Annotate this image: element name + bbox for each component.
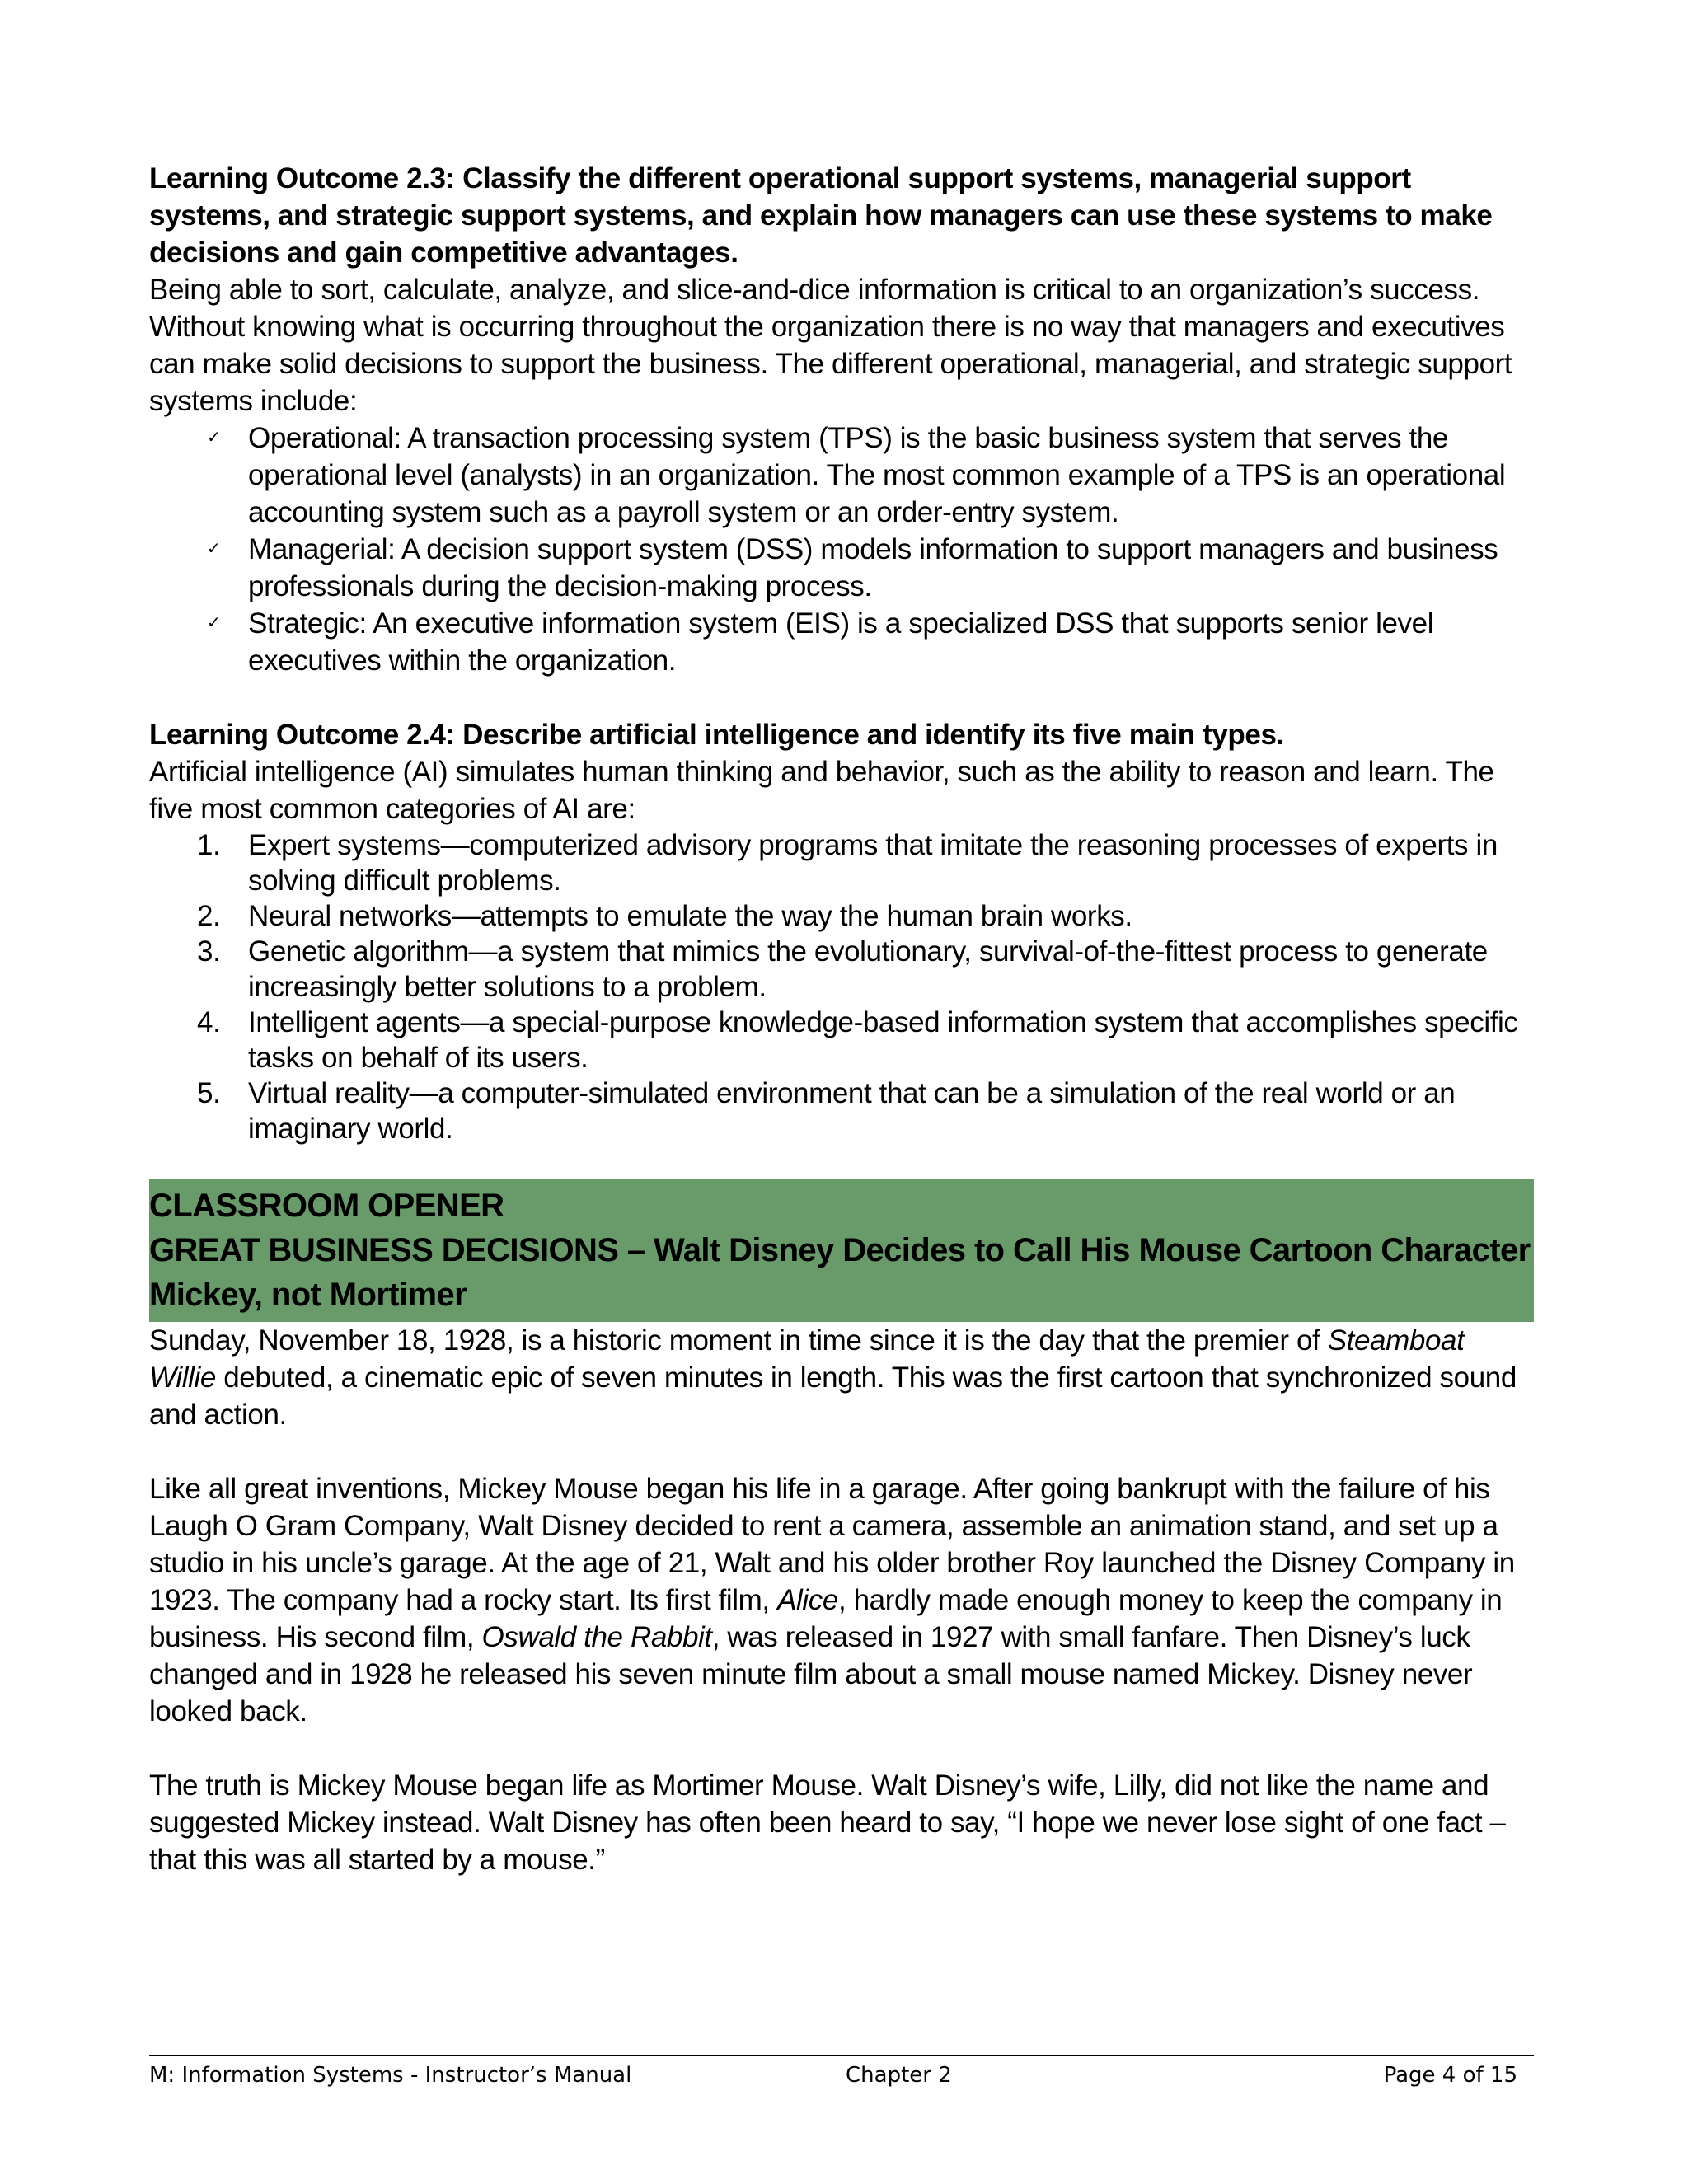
learning-outcome-2-3-heading: Learning Outcome 2.3: Classify the different operational support systems, managerial support systems, and strategic support systems, and explain how managers can use these systems to make decisions and gain competitive advantages. [149,162,1493,269]
list-item-text: Virtual reality—a computer-simulated environment that can be a simulation of the real world or an imaginary world. [248,1077,1456,1145]
checkmark-bullet-icon: ✓ [207,429,221,447]
classroom-opener-title: CLASSROOM OPENER [149,1188,504,1224]
checkmark-bullet-icon: ✓ [207,540,221,558]
list-item-text: Neural networks—attempts to emulate the way the human brain works. [248,900,1132,932]
page-content [149,160,1534,1878]
list-number: 2. [197,900,221,932]
list-item-text: Expert systems—computerized advisory programs that imitate the reasoning processes of experts in solving difficult problems. [248,829,1498,897]
list-number: 3. [197,935,221,968]
spacer [149,1433,1534,1470]
learning-outcome-2-4-heading: Learning Outcome 2.4: Describe artificial intelligence and identify its five main types. [149,719,1284,751]
footer-page-number: Page 4 of 15 [1383,2063,1517,2088]
film-title: Oswald the Rabbit [481,1621,712,1653]
opener-paragraph-3: The truth is Mickey Mouse began life as Mortimer Mouse. Walt Disney’s wife, Lilly, did not like the name and suggested Mickey instead. Walt Disney has often been heard to say, “I hope we never lose sight of one fact – that this was all started by a mouse.” [149,1769,1506,1876]
list-item [197,898,1534,934]
support-systems-list [149,419,1534,679]
film-title: Steamboat Willie [149,1324,1465,1394]
list-item [197,934,1534,1005]
list-number: 1. [197,829,221,861]
classroom-opener-banner [149,1179,1534,1322]
list-item [197,1005,1534,1076]
list-number: 4. [197,1006,221,1038]
learning-outcome-2-4-intro: Artificial intelligence (AI) simulates human thinking and behavior, such as the ability to reason and learn. The five most common categories of AI are: [149,756,1494,825]
spacer [149,679,1534,716]
list-item [207,605,1534,679]
page-footer [149,2055,1534,2088]
list-item-text: Operational: A transaction processing system (TPS) is the basic business system that serves the operational level (analysts) in an organization. The most common example of a TPS is an operational accounting system such as a payroll system or an order-entry system. [248,422,1506,528]
spacer [149,1730,1534,1767]
list-item [207,419,1534,531]
ai-categories-list [149,827,1534,1146]
list-item [197,1076,1534,1146]
list-item-text: Strategic: An executive information system (EIS) is a specialized DSS that supports senior level executives within the organization. [248,607,1434,677]
opener-paragraph-2: Like all great inventions, Mickey Mouse began his life in a garage. After going bankrupt with the failure of his Laugh O Gram Company, Walt Disney decided to rent a camera, assemble an animation stand, and set up a studio in his uncle’s garage. At the age of 21, Walt and his older brother Roy launched the Disney Company in 1923. The company had a rocky start. Its first film, Alice, hardly made enough money to keep the company in business. His second film, Oswald the Rabbit, was released in 1927 with small fanfare. Then Disney’s luck changed and in 1928 he released his seven minute film about a small mouse named Mickey. Disney never looked back. [149,1473,1515,1727]
great-business-decisions-title: GREAT BUSINESS DECISIONS – Walt Disney Decides to Call His Mouse Cartoon Character Mickey, not Mortimer [149,1232,1531,1313]
list-item [197,827,1534,898]
list-item-text: Intelligent agents—a special-purpose knowledge-based information system that accomplishes specific tasks on behalf of its users. [248,1006,1518,1074]
footer-chapter: Chapter 2 [846,2063,952,2088]
list-item-text: Managerial: A decision support system (DSS) models information to support managers and business professionals during the decision-making process. [248,533,1498,602]
learning-outcome-2-3-intro: Being able to sort, calculate, analyze, and slice-and-dice information is critical to an organization’s success. Without knowing what is occurring throughout the organization there is no way that managers and executives can make solid decisions to support the business. The different operational, managerial, and strategic support systems include: [149,274,1512,417]
opener-paragraph-1: Sunday, November 18, 1928, is a historic moment in time since it is the day that the premier of Steamboat Willie debuted, a cinematic epic of seven minutes in length. This was the first cartoon that synchronized sound and action. [149,1324,1517,1431]
list-number: 5. [197,1077,221,1109]
film-title: Alice [777,1584,838,1616]
footer-book-title: M: Information Systems - Instructor’s Manual [149,2063,632,2088]
list-item [207,531,1534,605]
checkmark-bullet-icon: ✓ [207,614,221,632]
list-item-text: Genetic algorithm—a system that mimics the evolutionary, survival-of-the-fittest process to generate increasingly better solutions to a problem. [248,935,1488,1003]
